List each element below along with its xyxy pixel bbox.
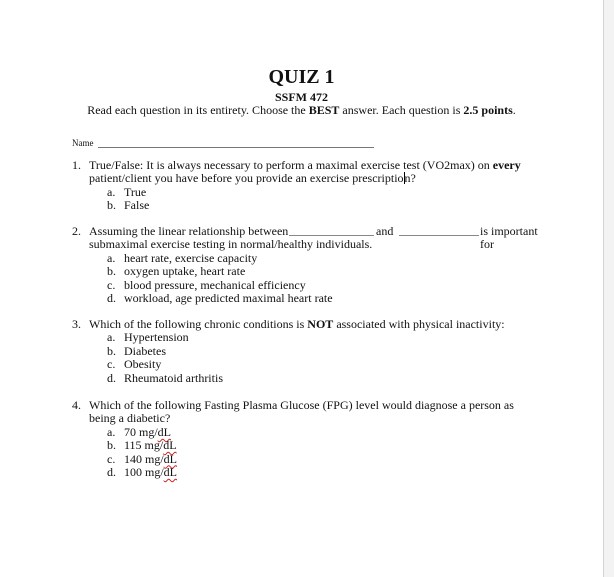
option-text: Diabetes	[124, 343, 166, 358]
option-d[interactable]	[107, 372, 542, 385]
option-c[interactable]	[107, 279, 542, 292]
option-text: False	[124, 198, 150, 213]
stem-emphasis: every	[492, 158, 521, 172]
stem-part2: and	[376, 224, 394, 238]
option-text: oxygen uptake, heart rate	[124, 264, 246, 279]
question-number: 1.	[72, 158, 81, 172]
options	[107, 331, 542, 385]
stem-part1: Assuming the linear relationship between	[89, 224, 289, 238]
option-letter: b.	[107, 264, 116, 279]
instructions-emphasis: BEST	[308, 103, 340, 117]
option-c[interactable]	[107, 453, 542, 466]
name-line[interactable]	[98, 138, 374, 148]
option-letter: c.	[107, 357, 116, 372]
option-text: heart rate, exercise capacity	[124, 250, 258, 265]
option-value: 100 mg/	[124, 465, 164, 480]
name-field[interactable]	[72, 138, 374, 148]
option-b[interactable]	[107, 345, 542, 358]
option-text: blood pressure, mechanical efficiency	[124, 277, 306, 292]
options	[107, 186, 542, 213]
course-code: SSFM 472	[274, 90, 328, 104]
question-3	[72, 318, 542, 385]
option-unit: dL	[163, 438, 177, 453]
blank-2[interactable]	[399, 225, 479, 236]
option-a[interactable]	[107, 252, 542, 265]
question-2	[72, 225, 542, 305]
instructions-prefix: Read each question in its entirety. Choose the	[87, 103, 309, 117]
option-letter: a.	[107, 250, 116, 265]
option-d[interactable]	[107, 292, 542, 305]
option-unit: dL	[157, 424, 172, 439]
option-a[interactable]	[107, 331, 542, 344]
question-number: 3.	[72, 317, 81, 331]
option-text: Rheumatoid arthritis	[124, 370, 223, 385]
option-letter: c.	[107, 451, 116, 466]
stem-emphasis: NOT	[307, 317, 334, 331]
option-b[interactable]	[107, 199, 542, 212]
question-stem	[89, 399, 542, 426]
stem-line1: Which of the following Fasting Plasma Glucose (FPG) level would diagnose a person as	[89, 398, 514, 412]
option-letter: b.	[107, 198, 116, 213]
option-text: Obesity	[124, 357, 162, 372]
option-letter: b.	[107, 438, 116, 453]
option-letter: a.	[107, 424, 116, 439]
option-text: True	[124, 184, 147, 199]
option-letter: d.	[107, 465, 116, 480]
option-letter: a.	[107, 184, 116, 199]
option-text: Hypertension	[124, 330, 189, 345]
quiz-title: QUIZ 1	[268, 66, 335, 88]
option-a[interactable]	[107, 426, 542, 439]
name-label: Name	[72, 138, 94, 148]
stem-line2: being a diabetic?	[89, 411, 171, 426]
option-text: workload, age predicted maximal heart rate	[124, 291, 333, 306]
question-stem	[89, 159, 542, 186]
instructions-points: 2.5 points	[463, 103, 513, 117]
option-letter: d.	[107, 370, 116, 385]
option-letter: d.	[107, 291, 116, 306]
instructions-middle: answer. Each question is	[339, 103, 464, 117]
option-letter: a.	[107, 330, 116, 345]
option-value: 115 mg/	[124, 438, 164, 453]
option-a[interactable]	[107, 186, 542, 199]
stem-line2-a: patient/client you have before you provide an exercise prescriptio	[89, 171, 404, 186]
instructions	[0, 103, 603, 118]
stem-suffix: associated with physical inactivity:	[333, 317, 505, 331]
question-4	[72, 399, 542, 479]
option-value: 70 mg/	[124, 424, 158, 439]
options	[107, 426, 542, 480]
option-unit: dL	[163, 465, 178, 480]
options	[107, 252, 542, 306]
stem-line2-b: n?	[404, 171, 416, 186]
question-stem	[89, 318, 542, 331]
question-number: 2.	[72, 224, 81, 238]
stem-part3: is important for	[480, 224, 538, 252]
stem-line2: submaximal exercise testing in normal/healthy individuals.	[89, 237, 373, 252]
instructions-suffix: .	[512, 103, 516, 117]
option-letter: b.	[107, 343, 116, 358]
question-1	[72, 159, 542, 213]
option-c[interactable]	[107, 358, 542, 371]
option-unit: dL	[163, 451, 178, 466]
blank-1[interactable]	[289, 225, 374, 236]
option-b[interactable]	[107, 265, 542, 278]
option-value: 140 mg/	[124, 451, 164, 466]
window-edge	[603, 0, 614, 577]
option-letter: c.	[107, 277, 116, 292]
stem-line1: True/False: It is always necessary to perform a maximal exercise test (VO2max) on	[89, 158, 493, 172]
stem-prefix: Which of the following chronic conditions is	[89, 317, 308, 331]
option-b[interactable]	[107, 439, 542, 452]
question-stem	[89, 225, 542, 252]
option-d[interactable]	[107, 466, 542, 479]
question-number: 4.	[72, 398, 81, 412]
